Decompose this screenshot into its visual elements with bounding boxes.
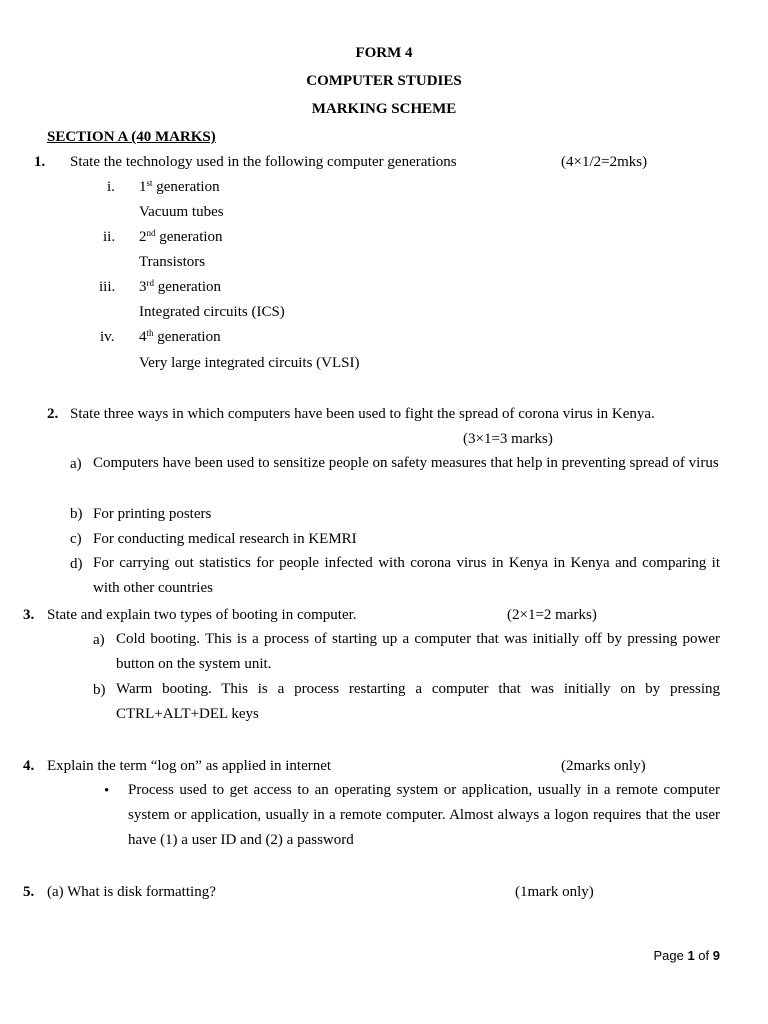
q5-marks: (1mark only) <box>515 884 594 900</box>
form-title: FORM 4 <box>355 45 413 61</box>
q1-marks: (4×1/2=2mks) <box>561 154 648 170</box>
q2-d-text: For carrying out statistics for people infected with corona virus in Kenya in Kenya and comparing it with other countries <box>93 555 720 596</box>
q1-item-label: 4th generation <box>139 328 221 345</box>
q1-item-label: 2nd generation <box>139 228 223 245</box>
q2-d-label: d) <box>70 556 83 572</box>
q2-a-text: Computers have been used to sensitize people on safety measures that help in preventing spread of virus <box>93 455 719 471</box>
q1-item-label: 3rd generation <box>139 278 222 295</box>
document-title: MARKING SCHEME <box>311 101 457 117</box>
q1-item-label: 1st generation <box>139 178 220 195</box>
q3-b-label: b) <box>93 682 106 698</box>
q4-marks: (2marks only) <box>561 758 646 774</box>
q2-a-label: a) <box>70 456 82 472</box>
q1-item-roman: ii. <box>103 229 116 245</box>
q2-c-label: c) <box>70 531 82 547</box>
bullet-icon: • <box>104 783 110 799</box>
section-heading: SECTION A (40 MARKS) <box>47 129 216 145</box>
q1-item-answer: Transistors <box>139 254 206 270</box>
q1-number: 1. <box>34 154 46 170</box>
q1-item-answer: Very large integrated circuits (VLSI) <box>139 355 360 371</box>
page-number: Page 1 of 9 <box>653 948 720 963</box>
q5-number: 5. <box>23 884 35 900</box>
subject-title: COMPUTER STUDIES <box>306 73 462 89</box>
q2-number: 2. <box>47 406 59 422</box>
q5-text: (a) What is disk formatting? <box>47 884 216 900</box>
q4-text: Explain the term “log on” as applied in internet <box>47 758 332 774</box>
q1-item-roman: iv. <box>100 329 115 345</box>
q2-b-label: b) <box>70 506 83 522</box>
q1-item-roman: iii. <box>99 279 116 295</box>
q4-number: 4. <box>23 758 35 774</box>
q2-marks: (3×1=3 marks) <box>463 431 553 447</box>
q4-answer: Process used to get access to an operating system or application, usually in a remote computer system or application, usually in a remote computer. Almost always a logon requires that the user have (1) a user ID and (2) a password <box>128 782 720 848</box>
q1-item-answer: Vacuum tubes <box>139 204 224 220</box>
q2-text: State three ways in which computers have been used to fight the spread of corona virus in Kenya. <box>70 406 655 422</box>
q3-number: 3. <box>23 607 35 623</box>
q3-a-text: Cold booting. This is a process of starting up a computer that was initially off by pressing power button on the system unit. <box>116 631 720 672</box>
q3-b-text: Warm booting. This is a process restarting a computer that was initially on by pressing CTRL+ALT+DEL keys <box>116 681 720 722</box>
q3-text: State and explain two types of booting in computer. <box>47 607 357 623</box>
q1-item-answer: Integrated circuits (ICS) <box>139 304 285 320</box>
q1-item-roman: i. <box>107 179 115 195</box>
q1-text: State the technology used in the following computer generations <box>70 154 457 170</box>
q2-b-text: For printing posters <box>93 506 212 522</box>
q3-marks: (2×1=2 marks) <box>507 607 597 623</box>
q3-a-label: a) <box>93 632 105 648</box>
q2-c-text: For conducting medical research in KEMRI <box>93 531 357 547</box>
